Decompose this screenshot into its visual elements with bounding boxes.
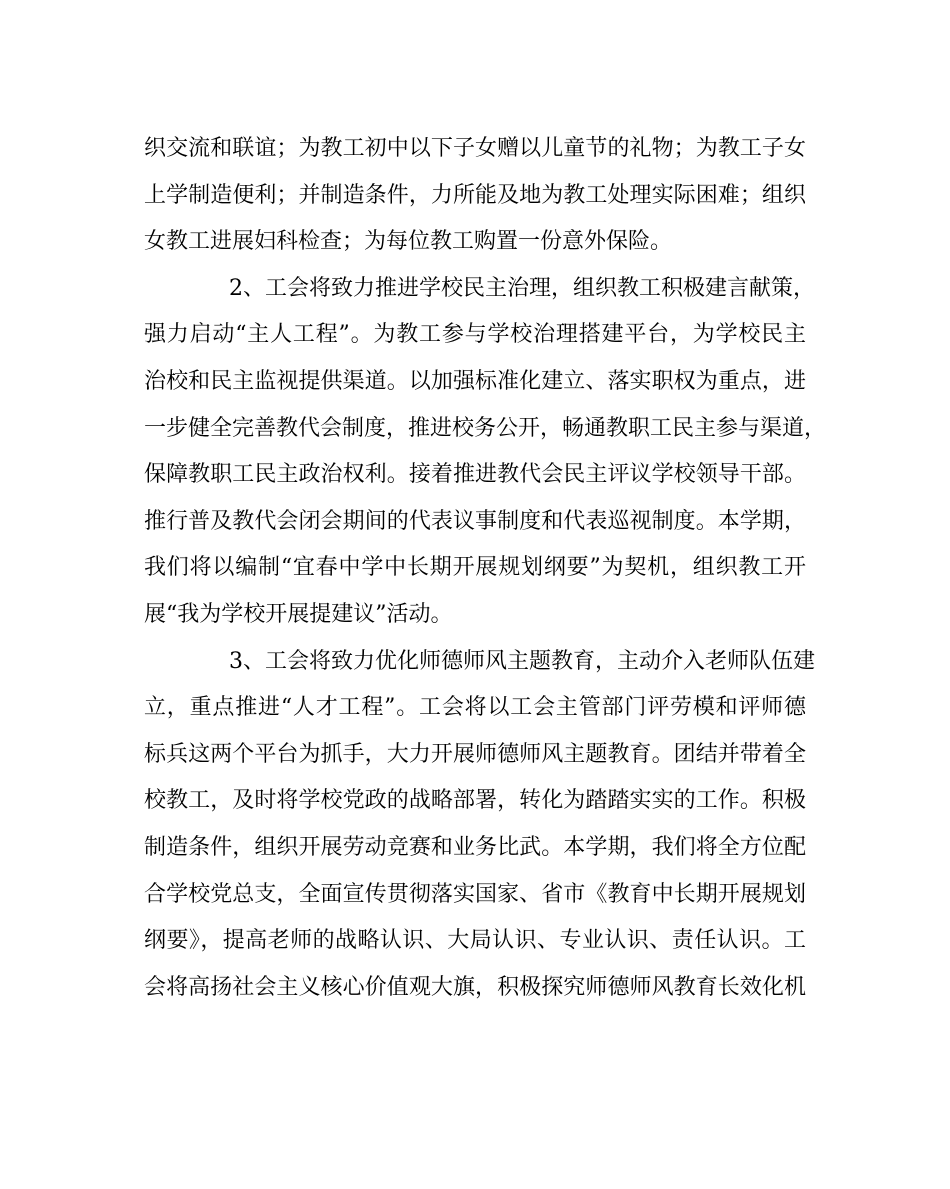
text-line: 展“我为学校开展提建议”活动。 [144, 601, 453, 627]
text-line: 强力启动“主人工程”。为教工参与学校治理搭建平台，为学校民主 [144, 322, 806, 348]
text-line: 标兵这两个平台为抓手，大力开展师德师风主题教育。团结并带着全 [144, 741, 806, 767]
text-line: 织交流和联谊；为教工初中以下子女赠以儿童节的礼物；为教工子女 [144, 136, 806, 161]
text-line: 治校和民主监视提供渠道。以加强标准化建立、落实职权为重点，进 [144, 368, 806, 394]
text-line: 会将高扬社会主义核心价值观大旗，积极探究师德师风教育长效化机 [144, 974, 806, 1000]
text-line: 制造条件，组织开展劳动竞赛和业务比武。本学期，我们将全方位配 [144, 834, 806, 860]
text-line: 女教工进展妇科检查；为每位教工购置一份意外保险。 [144, 229, 673, 255]
text-line: 一步健全完善教代会制度，推进校务公开，畅通教职工民主参与渠道， [144, 415, 827, 441]
paragraph-start-line: 2、工会将致力推进学校民主治理，组织教工积极建言献策， [229, 275, 815, 301]
text-line: 合学校党总支，全面宣传贯彻落实国家、省市《教育中长期开展规划 [144, 881, 806, 907]
paragraph-start-line: 3、工会将致力优化师德师风主题教育，主动介入老师队伍建 [229, 648, 815, 674]
text-line: 校教工，及时将学校党政的战略部署，转化为踏踏实实的工作。积极 [144, 788, 806, 814]
text-line: 推行普及教代会闭会期间的代表议事制度和代表巡视制度。本学期， [144, 508, 806, 534]
text-line: 立，重点推进“人才工程”。工会将以工会主管部门评劳模和评师德 [144, 695, 806, 721]
text-line: 我们将以编制“宜春中学中长期开展规划纲要”为契机，组织教工开 [144, 555, 806, 581]
text-line: 上学制造便利；并制造条件，力所能及地为教工处理实际困难；组织 [144, 182, 806, 208]
body-text [144, 126, 827, 1011]
text-line: 纲要》，提高老师的战略认识、大局认识、专业认识、责任认识。工 [144, 928, 806, 954]
text-line: 保障教职工民主政治权利。接着推进教代会民主评议学校领导干部。 [144, 462, 806, 488]
